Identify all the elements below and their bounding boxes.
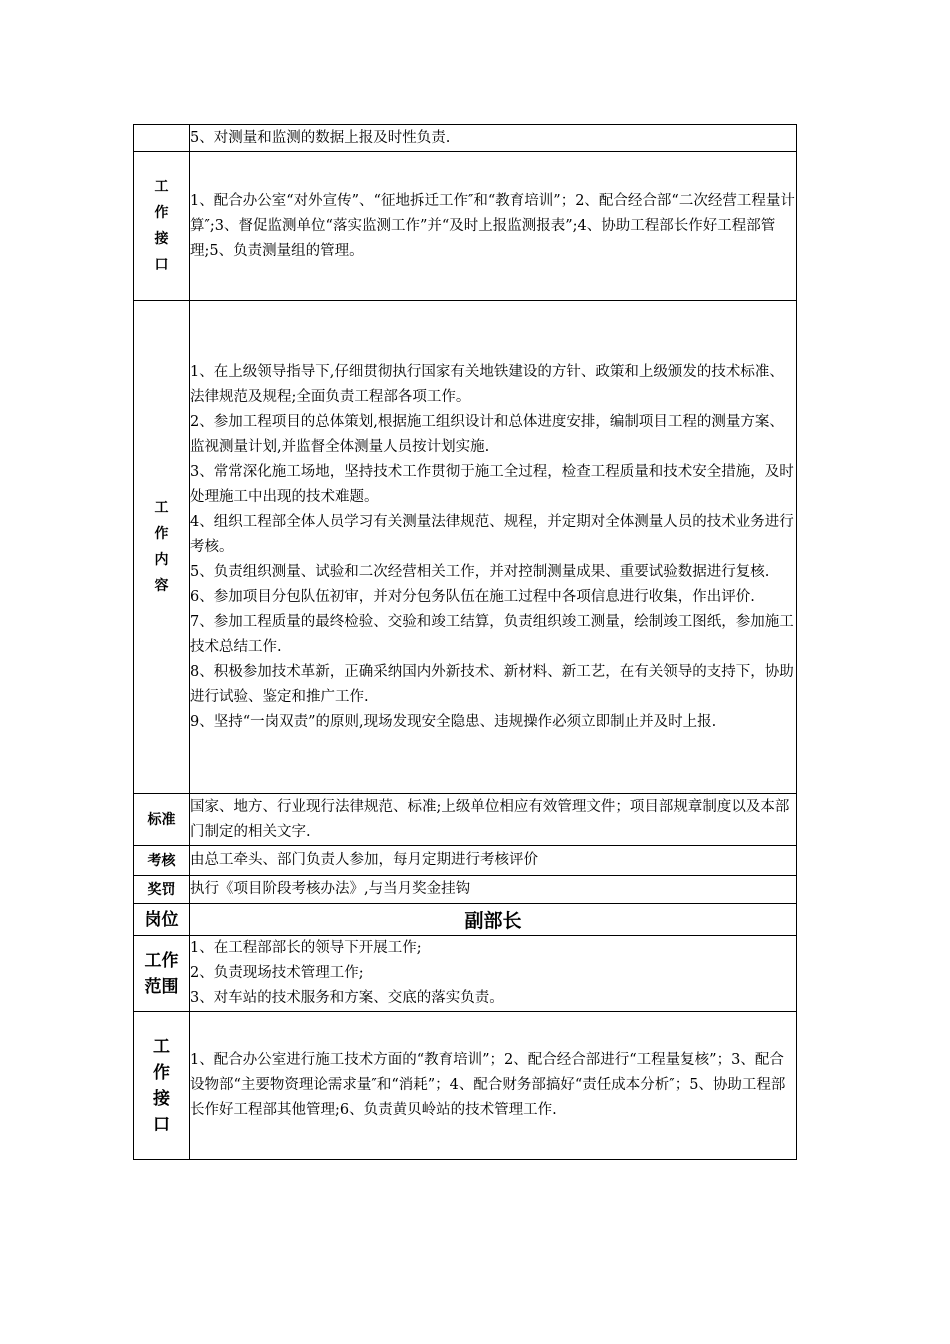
row-label-reward-penalty: 奖罚 [134,876,190,904]
label-text: 工作内容 [154,500,169,594]
row-label-assessment: 考核 [134,846,190,876]
table-row [134,904,797,936]
label-text: 工作接口 [153,1036,170,1135]
content-paragraph: 1、配合办公室进行施工技术方面的“教育培训”；2、配合经合部进行“工程量复核”；3、配合设物部“主要物资理论需求量″和“消耗”；4、配合财务部搞好“责任成本分析″；5、协助工程部长作好工程部其他管理;6、负责黄贝岭站的技术管理工作. [190,1052,786,1118]
content-cell [190,794,797,846]
list-item: 3、常常深化施工场地，坚持技术工作贯彻于施工全过程，检查工程质量和技术安全措施，及时处理施工中出现的技术难题。 [190,463,794,505]
content-cell [190,301,797,794]
list-item: 4、组织工程部全体人员学习有关测量法律规范、规程，并定期对全体测量人员的技术业务进行考核。 [190,513,794,555]
table-row [134,301,797,794]
list-item: 9、坚持“一岗双责”的原则,现场发现安全隐患、违规操作必须立即制止并及时上报. [190,713,717,730]
list-item: 2、参加工程项目的总体策划,根据施工组织设计和总体进度安排，编制项目工程的测量方案、监视测量计划,并监督全体测量人员按计划实施. [190,413,784,455]
table-row [134,876,797,904]
content-line: 5、对测量和监测的数据上报及时性负责. [190,129,451,146]
position-title: 副部长 [190,904,797,936]
table-row [134,1012,797,1160]
table-row [134,936,797,1012]
content-paragraph: 1、配合办公室“对外宣传”、“征地拆迁工作″和“教育培训”；2、配合经合部“二次经营工程量计算″;3、督促监测单位“落实监测工作”并“及时上报监测报表”;4、协助工程部长作好工程部管理;5、负责测量组的管理。 [190,192,795,259]
list-item: 6、参加项目分包队伍初审，并对分包务队伍在施工过程中各项信息进行收集，作出评价. [190,588,755,605]
row-label-work-content [134,301,190,794]
content-paragraph: 国家、地方、行业现行法律规范、标准;上级单位相应有效管理文件；项目部规章制度以及本部门制定的相关文字. [190,798,790,840]
row-label-position: 岗位 [134,904,190,936]
content-paragraph: 由总工牵头、部门负责人参加，每月定期进行考核评价 [190,852,538,868]
list-item: 8、积极参加技术革新，正确采纳国内外新技术、新材料、新工艺，在有关领导的支持下，协助进行试验、鉴定和推广工作. [190,663,794,705]
content-cell [190,936,797,1012]
list-item: 3、对车站的技术服务和方案、交底的落实负责。 [190,990,504,1006]
list-item: 2、负责现场技术管理工作; [190,965,364,981]
row-label-work-interface [134,152,190,301]
job-responsibility-table [133,124,797,1160]
table-row [134,152,797,301]
table-row [134,794,797,846]
row-label-empty [134,125,190,152]
content-cell [190,152,797,301]
list-item: 1、在上级领导指导下,仔细贯彻执行国家有关地铁建设的方针、政策和上级颁发的技术标准、法律规范及规程;全面负责工程部各项工作。 [190,363,784,405]
list-item: 5、负责组织测量、试验和二次经营相关工作，并对控制测量成果、重要试验数据进行复核. [190,563,770,580]
row-label-work-interface-2 [134,1012,190,1160]
label-text: 工作接口 [154,179,169,273]
content-cell [190,125,797,152]
table-row [134,846,797,876]
content-cell [190,1012,797,1160]
label-text: 工作范围 [144,950,179,997]
content-cell [190,876,797,904]
row-label-work-scope [134,936,190,1012]
table-row [134,125,797,152]
list-item: 7、参加工程质量的最终检验、交验和竣工结算，负责组织竣工测量，绘制竣工图纸，参加施工技术总结工作. [190,613,794,655]
content-cell [190,846,797,876]
row-label-standard: 标准 [134,794,190,846]
content-paragraph: 执行《项目阶段考核办法》,与当月奖金挂钩 [190,881,471,897]
list-item: 1、在工程部部长的领导下开展工作; [190,940,422,956]
